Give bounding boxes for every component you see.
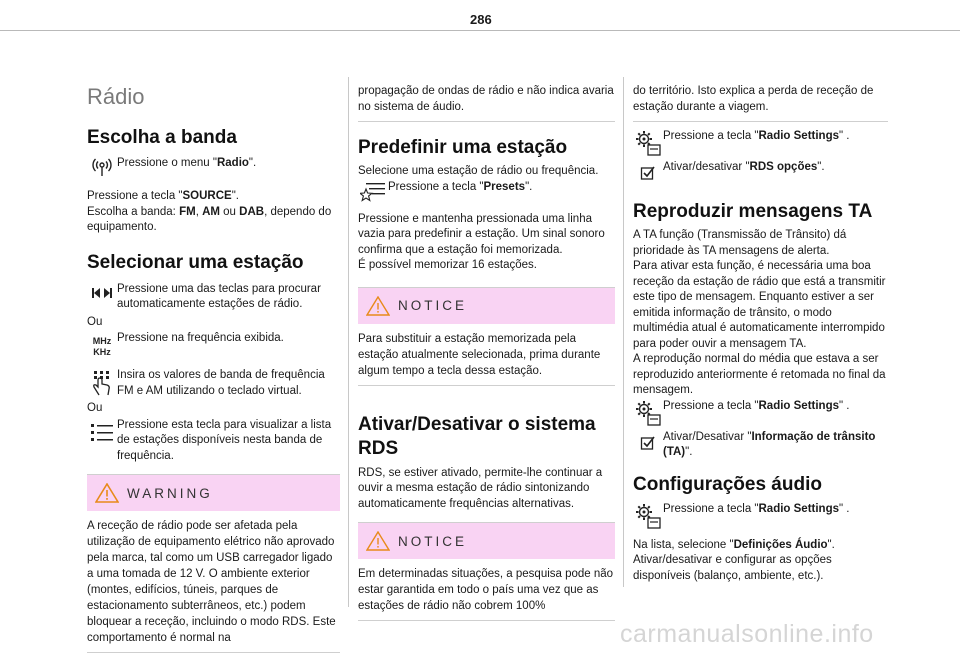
notice-continuation-text: do território. Isto explica a perda de receção de estação durante a viagem.: [633, 85, 874, 113]
notice-title: NOTICE: [398, 298, 468, 313]
warning-box: [87, 474, 340, 653]
warning-header: [87, 475, 340, 511]
keypad-icon: [87, 368, 117, 398]
column-3: [633, 77, 888, 584]
paragraph-source: Pressione a tecla "SOURCE". Escolha a banda: FM, AM ou DAB, dependo do equipamento.: [87, 190, 332, 233]
notice-box-2: [358, 522, 615, 621]
checkbox-icon: [633, 430, 663, 456]
column-2: [358, 77, 615, 621]
heading-configuracoes-audio: Configurações áudio: [633, 473, 822, 495]
settings-gear-icon: [633, 502, 663, 530]
notice-text: Para substituir a estação memorizada pela estação atualmente selecionada, prima durante algum tempo a tecla dessa estação.: [358, 332, 601, 377]
checkbox-icon: [633, 160, 663, 186]
paragraph-16-stations: É possível memorizar 16 estações.: [358, 259, 537, 271]
warning-continuation-box: [358, 77, 615, 122]
notice-header: [358, 523, 615, 559]
paragraph-ta-resume: A reprodução normal do média que estava a ser reproduzido anteriormente é retomada no final da mensagem.: [633, 353, 886, 396]
mhz-khz-icon: [87, 331, 117, 361]
notice-continuation-box: [633, 77, 888, 122]
step-frequency: MHz KHz Pressione na frequência exibida.: [87, 331, 340, 361]
settings-gear-icon: [633, 129, 663, 157]
star-presets-icon: [358, 180, 388, 204]
page-number: 286: [470, 12, 492, 27]
seek-buttons-icon: [87, 282, 117, 304]
heading-selecionar-estacao: Selecionar uma estação: [87, 251, 304, 273]
notice-header: [358, 288, 615, 324]
list-icon: [87, 418, 117, 448]
svg-text:KHz: KHz: [93, 347, 111, 357]
notice-box-1: [358, 287, 615, 386]
radio-icon: [87, 156, 117, 178]
paragraph-ta-activate: Para ativar esta função, é necessária uma boa receção da estação de rádio que está a transmitir este tipo de mensagem. Enquanto estiver a ser emitida informação de trânsito, o modo multimédia atual é automaticamente interrompido para poder ouvir a mensagem TA.: [633, 260, 886, 350]
step-rds-options: Ativar/desativar "RDS opções".: [633, 160, 888, 186]
column-divider: [623, 77, 624, 587]
step-radio-settings: Pressione a tecla "Radio Settings" .: [633, 502, 888, 530]
warning-triangle-icon: [87, 483, 127, 503]
notice-text: Em determinadas situações, a pesquisa pode não estar garantida em todo o país uma vez que as estações de rádio não cobrem 100%: [358, 568, 614, 612]
step-radio-menu: Pressione o menu "Radio".: [87, 156, 340, 178]
step-radio-settings: Pressione a tecla "Radio Settings" .: [633, 399, 888, 427]
column-divider: [348, 77, 349, 607]
header-rule: [0, 30, 960, 31]
heading-escolha-banda: Escolha a banda: [87, 127, 237, 148]
step-radio-settings: Pressione a tecla "Radio Settings" .: [633, 129, 888, 157]
heading-rds: Ativar/Desativar o sistema RDS: [358, 413, 596, 459]
paragraph-press-hold: Pressione e mantenha pressionada uma linha vazia para predefinir a estação. Um sinal sonoro confirma que a estação foi memorizada.: [358, 212, 605, 256]
or-label: Ou: [87, 402, 103, 414]
step-seek: Pressione uma das teclas para procurar automaticamente estações de rádio.: [87, 282, 340, 313]
paragraph-ta-function: A TA função (Transmissão de Trânsito) dá prioridade às TA mensagens de alerta.: [633, 229, 847, 257]
column-1: [87, 77, 340, 653]
paragraph-rds: RDS, se estiver ativado, permite-lhe continuar a ouvir a mesma estação de rádio sintonizando automaticamente frequências alternativas.: [358, 466, 603, 510]
warning-triangle-icon: [358, 296, 398, 316]
warning-text: A receção de rádio pode ser afetada pela utilização de equipamento elétrico não aprovado pela marca, tal como um USB carregador ligado a uma tomada de 12 V. O ambiente exterior (montes, edifícios, túneis, parques de estacionamento subterrâneos, etc.) podem bloquear a receção, incluindo o modo RDS. Este comportamento é normal na: [87, 520, 336, 644]
step-list: Pressione esta tecla para visualizar a lista de estações disponíveis nesta banda de frequência.: [87, 418, 340, 465]
warning-triangle-icon: [358, 531, 398, 551]
watermark: carmanualsonline.info: [620, 620, 874, 648]
step-keypad: Insira os valores de banda de frequência FM e AM utilizando o teclado virtual.: [87, 368, 340, 399]
svg-text:MHz: MHz: [92, 336, 112, 346]
heading-predefinir-estacao: Predefinir uma estação: [358, 137, 568, 158]
step-traffic-info: Ativar/Desativar "Informação de trânsito (TA)".: [633, 430, 888, 461]
paragraph-select-station: Selecione uma estação de rádio ou frequência.: [358, 165, 599, 177]
page-title: Rádio: [87, 84, 145, 109]
heading-mensagens-ta: Reproduzir mensagens TA: [633, 201, 873, 222]
notice-title: NOTICE: [398, 533, 468, 549]
settings-gear-icon: [633, 399, 663, 427]
warning-continuation-text: propagação de ondas de rádio e não indica avaria no sistema de áudio.: [358, 85, 614, 113]
paragraph-audio-settings: Na lista, selecione "Definições Áudio". Ativar/desativar e configurar as opções disponíveis (balanço, ambiente, etc.).: [633, 538, 835, 582]
step-presets: Pressione a tecla "Presets".: [358, 180, 615, 204]
warning-title: WARNING: [127, 485, 213, 501]
or-label: Ou: [87, 315, 103, 328]
